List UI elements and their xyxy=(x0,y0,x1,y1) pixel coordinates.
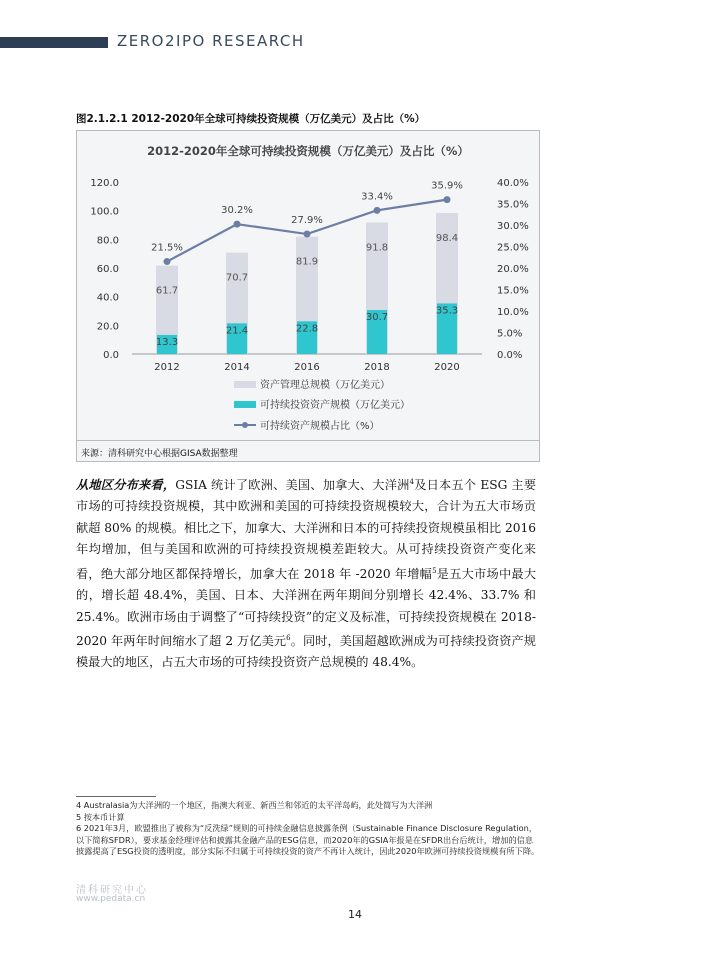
y2-tick-label: 20.0% xyxy=(497,264,529,275)
y-tick-label: 80.0 xyxy=(96,235,119,247)
bar-sustainable-label: 13.3 xyxy=(155,336,179,348)
x-tick-label: 2016 xyxy=(294,362,320,373)
share-label: 35.9% xyxy=(431,180,463,192)
share-point xyxy=(234,221,241,228)
combo-chart xyxy=(77,131,539,440)
bar-sustainable-label: 35.3 xyxy=(435,305,459,317)
brand-header: ZERO2IPO RESEARCH xyxy=(117,32,305,50)
y-tick-label: 100.0 xyxy=(90,206,119,218)
x-tick-label: 2020 xyxy=(434,362,460,373)
figure-caption: 图2.1.2.1 2012-2020年全球可持续投资规模（万亿美元）及占比（%） xyxy=(76,113,426,125)
y-tick-label: 0.0 xyxy=(103,350,119,361)
footnote-5: 5 按本币计算 xyxy=(76,811,125,822)
chart-title: 2012-2020年全球可持续投资规模（万亿美元）及占比（%） xyxy=(147,144,469,158)
page-number: 14 xyxy=(348,908,362,921)
y2-tick-label: 0.0% xyxy=(497,350,523,361)
footnote-4: 4 Australasia为大洋洲的一个地区，指澳大利亚、新西兰和邻近的太平洋岛屿，此处简写为大洋洲 xyxy=(76,800,433,810)
share-point xyxy=(304,231,311,238)
footnote-ref-4[interactable]: 4 xyxy=(409,478,414,486)
footnote-divider xyxy=(76,796,156,797)
bar-total-aum-label: 98.4 xyxy=(435,232,459,244)
body-text-2: 及日本五个 ESG 主要市场的可持续投资规模，其中欧洲和美国的可持续投资规模较大，合计为五大市场贡献超 80% 的规模。相比之下，加拿大、大洋洲和日本的可持续投资规模虽相比 2016 年均增加，但与美国和欧洲的可持续投资规模差距较大。从可持续投资资产变化来看，绝大部分地区都保持增长，加拿大在 2018 年 -2020 年增幅 xyxy=(76,478,537,581)
bar-total-aum-label: 61.7 xyxy=(155,285,179,297)
body-paragraph xyxy=(76,472,536,674)
share-label: 27.9% xyxy=(291,215,323,227)
share-point xyxy=(374,207,381,214)
legend-marker-share xyxy=(242,422,248,428)
bar-sustainable-label: 22.8 xyxy=(295,323,319,335)
y2-tick-label: 15.0% xyxy=(497,285,529,297)
figure-source: 来源：清科研究中心根据GISA数据整理 xyxy=(77,440,539,459)
y-tick-label: 40.0 xyxy=(96,292,119,304)
bar-total-aum-label: 91.8 xyxy=(365,242,389,254)
body-text-4: 。同时，美国超越欧洲成为可持续投资资产规模最大的地区，占五大市场的可持续投资资产总规模的 48.4%。 xyxy=(76,634,536,670)
bar-sustainable-label: 30.7 xyxy=(365,311,389,323)
bar-total-aum-label: 70.7 xyxy=(225,272,249,284)
legend-swatch-total xyxy=(234,381,256,388)
bar-total-aum-label: 81.9 xyxy=(295,256,319,268)
header-accent-bar xyxy=(0,37,108,48)
footnotes xyxy=(76,800,541,858)
y2-tick-label: 35.0% xyxy=(497,199,529,211)
legend-label-sustainable: 可持续投资资产规模（万亿美元） xyxy=(260,400,410,411)
share-label: 30.2% xyxy=(221,205,253,217)
y2-tick-label: 10.0% xyxy=(497,307,529,318)
share-point xyxy=(164,258,171,265)
legend-label-total: 资产管理总规模（万亿美元） xyxy=(260,380,390,391)
y-tick-label: 120.0 xyxy=(90,178,119,189)
footnote-ref-5[interactable]: 5 xyxy=(432,566,437,575)
share-label: 33.4% xyxy=(361,191,393,203)
y2-tick-label: 25.0% xyxy=(497,242,529,254)
footer-url: www.pedata.cn xyxy=(76,894,146,904)
legend-label-share: 可持续资产规模占比（%） xyxy=(260,421,380,432)
y2-tick-label: 30.0% xyxy=(497,221,529,232)
y2-tick-label: 40.0% xyxy=(497,178,529,189)
footer-logo-text: 清科研究中心 xyxy=(76,885,148,896)
x-tick-label: 2012 xyxy=(154,362,180,373)
footnote-6: 6 2021年3月，欧盟推出了被称为“反洗绿”规则的可持续金融信息披露条例（Sustainable Finance Disclosure Regulation，以下简称SFDR），要求基金经理评估和披露其金融产品的ESG信息，而2020年的GSIA年报是在SFDR出台后统计，增加的信息披露提高了ESG投资的透明度，部分实际不归属于可持续投资的资产不再计入统计，因此2020年欧洲可持续投资规模有所下降。 xyxy=(76,823,540,857)
lead-phrase: 从地区分布来看， xyxy=(76,478,176,493)
y-tick-label: 60.0 xyxy=(96,264,119,275)
share-point xyxy=(444,196,451,203)
legend-swatch-sustainable xyxy=(234,401,256,408)
body-text-3: 是五大市场中最大的，增长超 48.4%，美国、日本、大洋洲在两年期间分别增长 42.4%、33.7% 和 25.4%。欧洲市场由于调整了“可持续投资”的定义及标准，可持续投资规模在 2018-2020 年两年时间缩水了超 2 万亿美元 xyxy=(76,566,537,649)
bar-sustainable-label: 21.4 xyxy=(225,325,249,337)
body-text-1: GSIA 统计了欧洲、美国、加拿大、大洋洲 xyxy=(175,478,410,493)
share-label: 21.5% xyxy=(151,242,183,254)
footnote-ref-6[interactable]: 6 xyxy=(286,633,291,642)
y2-tick-label: 5.0% xyxy=(497,328,523,340)
chart-container xyxy=(76,130,540,462)
y-tick-label: 20.0 xyxy=(96,321,119,333)
x-tick-label: 2014 xyxy=(224,362,250,373)
x-tick-label: 2018 xyxy=(364,362,390,373)
